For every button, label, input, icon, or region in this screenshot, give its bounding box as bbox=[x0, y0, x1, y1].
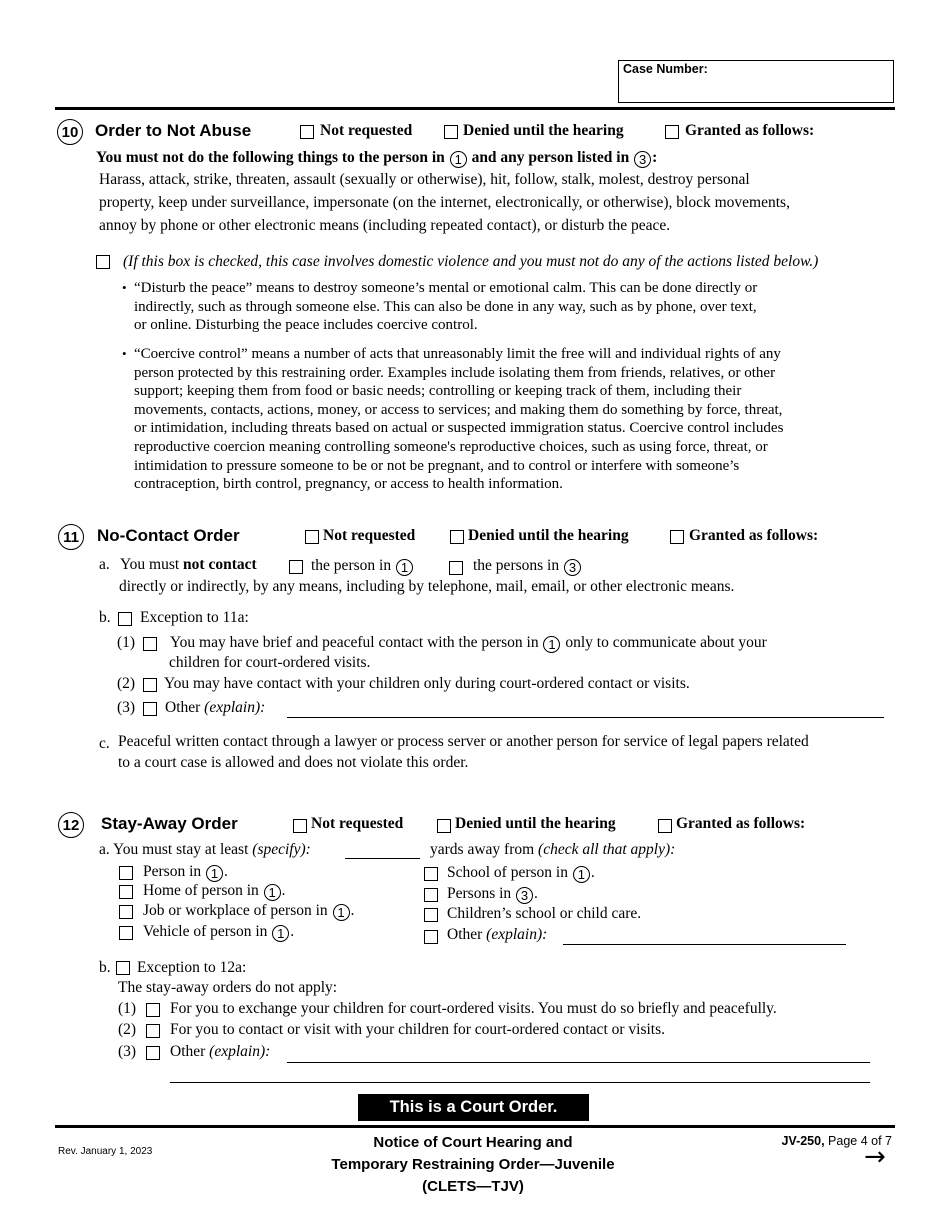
s11b-exception-checkbox[interactable] bbox=[118, 612, 132, 626]
para-line: person protected by this restraining order. Examples include isolating them from friends, relatives, or other bbox=[134, 364, 776, 381]
s10-bullet-coercive-control bbox=[134, 345, 783, 494]
form-title-line: Notice of Court Hearing and bbox=[373, 1134, 573, 1151]
s12a-yards-field[interactable] bbox=[345, 858, 420, 859]
s10-body-line: annoy by phone or other electronic means (including repeated contact), or disturb the peace. bbox=[99, 217, 671, 234]
para-line: movements, contacts, actions, money, or access to services; and making them do something by force, threat, bbox=[134, 401, 783, 418]
s11b-label: b. bbox=[99, 609, 111, 626]
s11b2-num: (2) bbox=[117, 675, 136, 692]
text: . bbox=[350, 902, 355, 919]
para-line: “Coercive control” means a number of acts that unreasonably limit the free will and individual rights of any bbox=[134, 346, 781, 362]
s12b3-explain-field[interactable] bbox=[287, 1062, 870, 1063]
text: Persons in bbox=[447, 885, 512, 902]
text: . bbox=[224, 863, 228, 880]
s12a-option-checkbox[interactable] bbox=[119, 885, 133, 899]
s12a-other-explain-field[interactable] bbox=[563, 944, 846, 945]
s12b2-checkbox[interactable] bbox=[146, 1024, 160, 1038]
text: Home of person in bbox=[143, 882, 259, 899]
text: Person in bbox=[143, 863, 202, 880]
s11a-person-1-label bbox=[311, 557, 414, 576]
text-italic: (explain): bbox=[204, 699, 266, 716]
revision-date: Rev. January 1, 2023 bbox=[58, 1146, 153, 1157]
s12a-option-label bbox=[447, 864, 595, 883]
s12-denied-checkbox[interactable] bbox=[437, 819, 451, 833]
s11b2-text: You may have contact with your children only during court-ordered contact or visits. bbox=[164, 675, 690, 692]
case-number-label: Case Number: bbox=[623, 62, 708, 76]
s12a-option-checkbox[interactable] bbox=[424, 908, 438, 922]
text: . bbox=[590, 864, 595, 881]
ref-circle: 1 bbox=[264, 884, 281, 901]
s12a-other-label bbox=[447, 926, 547, 944]
section-10-number: 10 bbox=[57, 119, 83, 145]
s12a-yards-text bbox=[430, 841, 675, 859]
text-bold: not contact bbox=[183, 556, 257, 573]
s12b2-text: For you to contact or visit with your children for court-ordered contact or visits. bbox=[170, 1021, 666, 1038]
para-line: support; keeping them from food or basic needs; controlling or keeping track of them, including their bbox=[134, 383, 742, 400]
s12-granted-label: Granted as follows: bbox=[676, 815, 806, 832]
s11b3-num: (3) bbox=[117, 699, 136, 716]
bullet-icon: • bbox=[122, 280, 127, 295]
s11b3-text bbox=[165, 699, 265, 717]
s11b1-line2: children for court-ordered visits. bbox=[169, 654, 371, 671]
s12a-option-checkbox[interactable] bbox=[424, 888, 438, 902]
form-title bbox=[273, 1132, 673, 1198]
s11-not-requested-checkbox[interactable] bbox=[305, 530, 319, 544]
s11a-person-1-checkbox[interactable] bbox=[289, 560, 303, 574]
section-11-number: 11 bbox=[58, 524, 84, 550]
colon: : bbox=[652, 149, 658, 166]
text-italic: (explain): bbox=[209, 1043, 271, 1060]
s12b3-text bbox=[170, 1043, 270, 1061]
s10-denied-label: Denied until the hearing bbox=[463, 122, 624, 139]
section-12-title: Stay-Away Order bbox=[101, 814, 238, 833]
s11b-text: Exception to 11a: bbox=[140, 609, 249, 626]
s11b1-checkbox[interactable] bbox=[143, 637, 157, 651]
s12-granted-checkbox[interactable] bbox=[658, 819, 672, 833]
s12b1-checkbox[interactable] bbox=[146, 1003, 160, 1017]
para-line: reproductive coercion meaning controlling someone's reproductive choices, such as using force, threat, or bbox=[134, 438, 768, 455]
text-italic: (explain): bbox=[486, 926, 548, 943]
text: yards away from bbox=[430, 841, 535, 858]
s11-denied-checkbox[interactable] bbox=[450, 530, 464, 544]
ref-circle-3: 3 bbox=[564, 559, 581, 576]
text-italic: (specify): bbox=[252, 841, 311, 858]
s12b-intro: The stay-away orders do not apply: bbox=[118, 979, 338, 996]
text: You may have brief and peaceful contact with the person in bbox=[170, 634, 539, 651]
s12-not-requested-checkbox[interactable] bbox=[293, 819, 307, 833]
text: . bbox=[281, 882, 286, 899]
s12-denied-label: Denied until the hearing bbox=[455, 815, 616, 832]
ref-circle-1: 1 bbox=[450, 151, 467, 168]
form-title-line: (CLETS—TJV) bbox=[422, 1178, 524, 1195]
s12a-other-checkbox[interactable] bbox=[424, 930, 438, 944]
ref-circle: 1 bbox=[573, 866, 590, 883]
para-line: “Disturb the peace” means to destroy someone’s mental or emotional calm. This can be done directly or bbox=[134, 280, 758, 296]
text: the person in bbox=[311, 557, 392, 574]
text: Other bbox=[170, 1043, 206, 1060]
s12a-option-checkbox[interactable] bbox=[119, 866, 133, 880]
ref-circle: 1 bbox=[206, 865, 223, 882]
s10-intro-text: You must not do the following things to the person in bbox=[96, 149, 445, 166]
s12b2-num: (2) bbox=[118, 1021, 137, 1038]
s11b3-checkbox[interactable] bbox=[143, 702, 157, 716]
ref-circle-3: 3 bbox=[634, 151, 651, 168]
s10-intro bbox=[96, 149, 657, 168]
text: . bbox=[290, 923, 295, 940]
bullet-icon: • bbox=[122, 346, 127, 361]
s11a-persons-3-checkbox[interactable] bbox=[449, 561, 463, 575]
ref-circle-1: 1 bbox=[396, 559, 413, 576]
text: Other bbox=[165, 699, 201, 716]
s11a-label: a. bbox=[99, 556, 110, 573]
s12a-option-label bbox=[143, 902, 354, 921]
s10-not-requested-label: Not requested bbox=[320, 122, 413, 139]
s10-intro-text-2: and any person listed in bbox=[471, 149, 630, 166]
s11-granted-label: Granted as follows: bbox=[689, 527, 819, 544]
s10-bullet-disturb-peace bbox=[134, 279, 757, 335]
text: Vehicle of person in bbox=[143, 923, 268, 940]
s11b3-explain-field[interactable] bbox=[287, 717, 884, 718]
s12a-text bbox=[99, 841, 311, 859]
s11-not-requested-label: Not requested bbox=[323, 527, 416, 544]
s11a-line2: directly or indirectly, by any means, including by telephone, mail, email, or other electronic means. bbox=[119, 578, 735, 595]
s12b3-explain-field-line2[interactable] bbox=[170, 1082, 870, 1083]
text: Job or workplace of person in bbox=[143, 902, 328, 919]
s11b1-num: (1) bbox=[117, 634, 136, 651]
ref-circle-1: 1 bbox=[543, 636, 560, 653]
s12a-option-label bbox=[143, 863, 228, 882]
s12a-option-label bbox=[143, 923, 294, 942]
text: only to communicate about your bbox=[565, 634, 767, 651]
ref-circle: 1 bbox=[272, 925, 289, 942]
s11b1-text bbox=[170, 634, 767, 653]
s12b3-num: (3) bbox=[118, 1043, 137, 1060]
para-line: contraception, birth control, pregnancy, or access to health information. bbox=[134, 476, 563, 493]
s11a-text bbox=[120, 556, 257, 574]
s12b-text: Exception to 12a: bbox=[137, 959, 247, 976]
s11b2-checkbox[interactable] bbox=[143, 678, 157, 692]
s11c-label: c. bbox=[99, 735, 110, 752]
s12a-option-checkbox[interactable] bbox=[119, 926, 133, 940]
court-order-banner: This is a Court Order. bbox=[358, 1094, 589, 1121]
ref-circle: 3 bbox=[516, 887, 533, 904]
text-italic: (check all that apply): bbox=[538, 841, 676, 858]
para-line: or online. Disturbing the peace includes coercive control. bbox=[134, 317, 478, 334]
text: You must bbox=[120, 556, 180, 573]
page-number: Page 4 of 7 bbox=[828, 1134, 892, 1148]
section-11-title: No-Contact Order bbox=[97, 526, 240, 545]
s10-body-line: Harass, attack, strike, threaten, assault (sexually or otherwise), hit, follow, stalk, molest, destroy personal bbox=[99, 171, 750, 188]
s11a-persons-3-label bbox=[473, 557, 582, 576]
s11c-line: Peaceful written contact through a lawyer or process server or another person for service of legal papers related bbox=[118, 733, 809, 750]
s10-granted-checkbox[interactable] bbox=[665, 125, 679, 139]
text: Other bbox=[447, 926, 483, 943]
s12b-exception-checkbox[interactable] bbox=[116, 961, 130, 975]
s12b-label: b. bbox=[99, 959, 111, 976]
s10-granted-label: Granted as follows: bbox=[685, 122, 815, 139]
s12b3-checkbox[interactable] bbox=[146, 1046, 160, 1060]
s11-granted-checkbox[interactable] bbox=[670, 530, 684, 544]
text: . bbox=[534, 885, 538, 902]
s12b1-text: For you to exchange your children for court-ordered visits. You must do so briefly and peacefully. bbox=[170, 1000, 777, 1017]
next-page-arrow-icon[interactable]: → bbox=[864, 1142, 886, 1172]
text: the persons in bbox=[473, 557, 560, 574]
s11c-line: to a court case is allowed and does not violate this order. bbox=[118, 754, 469, 771]
s11-denied-label: Denied until the hearing bbox=[468, 527, 629, 544]
para-line: intimidation to pressure someone to be or not be pregnant, and to control or interfere with someone’s bbox=[134, 457, 740, 474]
case-number-box[interactable] bbox=[618, 60, 894, 103]
s12a-option-checkbox[interactable] bbox=[424, 867, 438, 881]
section-12-number: 12 bbox=[58, 812, 84, 838]
s10-body-line: property, keep under surveillance, impersonate (on the internet, electronically, or otherwise), block movements, bbox=[99, 194, 790, 211]
ref-circle: 1 bbox=[333, 904, 350, 921]
s12b1-num: (1) bbox=[118, 1000, 137, 1017]
text: Children’s school or child care. bbox=[447, 905, 642, 922]
para-line: or intimidation, including threats based on actual or suspected immigration status. Coercive control includes bbox=[134, 420, 784, 437]
s12-not-requested-label: Not requested bbox=[311, 815, 404, 832]
s12a-option-checkbox[interactable] bbox=[119, 905, 133, 919]
section-10-title: Order to Not Abuse bbox=[95, 121, 252, 140]
form-title-line: Temporary Restraining Order—Juvenile bbox=[331, 1156, 615, 1173]
text: School of person in bbox=[447, 864, 568, 881]
header-divider bbox=[55, 107, 895, 110]
s12a-option-label bbox=[447, 905, 641, 923]
para-line: indirectly, such as through someone else. This can also be done in any way, such as by phone, over text, bbox=[134, 298, 757, 315]
s10-not-requested-checkbox[interactable] bbox=[300, 125, 314, 139]
form-id: JV-250, bbox=[781, 1134, 825, 1148]
s10-domestic-violence-checkbox[interactable] bbox=[96, 255, 110, 269]
s10-denied-checkbox[interactable] bbox=[444, 125, 458, 139]
s12a-option-label bbox=[143, 882, 286, 901]
s12a-option-label bbox=[447, 885, 538, 904]
s10-dv-label: (If this box is checked, this case involves domestic violence and you must not do any of the actions listed below.) bbox=[123, 253, 819, 270]
footer-divider bbox=[55, 1125, 895, 1128]
text: a. You must stay at least bbox=[99, 841, 249, 858]
